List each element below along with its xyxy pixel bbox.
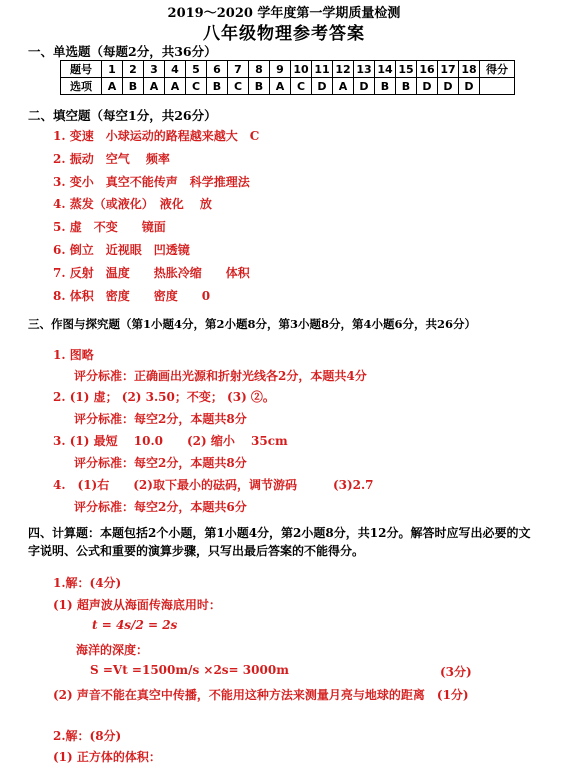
calc-1-depth-equation: S =Vt =1500m/s ×2s= 3000m	[90, 663, 289, 677]
question-number-cell: 4	[165, 61, 186, 78]
answer-cell: B	[123, 78, 144, 95]
answer-cell: D	[459, 78, 480, 95]
answer-cell: C	[291, 78, 312, 95]
answer-cell: D	[354, 78, 375, 95]
section-4-title-line2: 字说明、公式和重要的演算步骤，只写出最后答案的不能得分。	[28, 544, 365, 558]
answer-cell: A	[270, 78, 291, 95]
calc-1-depth-score: (3分)	[440, 665, 472, 679]
answer-cell: B	[207, 78, 228, 95]
question-number-cell: 8	[249, 61, 270, 78]
answer-table	[60, 60, 515, 95]
q3-3-answer: 3. (1) 最短 10.0 (2) 缩小 35cm	[53, 434, 288, 448]
question-number-cell: 7	[228, 61, 249, 78]
score-value-cell	[480, 78, 515, 95]
answer-cell: A	[333, 78, 354, 95]
q3-4-answer: 4. (1)右 (2)取下最小的砝码，调节游码 (3)2.7	[53, 478, 374, 492]
question-number-cell: 3	[144, 61, 165, 78]
question-number-cell: 15	[396, 61, 417, 78]
table-row	[61, 78, 515, 95]
question-number-cell: 11	[312, 61, 333, 78]
calc-1-time-equation: t = 4s/2 = 2s	[92, 618, 178, 632]
q3-2-answer: 2. (1) 虚； (2) 3.50；不变； (3) ②。	[53, 390, 275, 404]
q3-3-scoring: 评分标准：每空2分，本题共8分	[74, 456, 247, 470]
question-number-cell: 10	[291, 61, 312, 78]
answer-cell: A	[165, 78, 186, 95]
q3-1-scoring: 评分标准：正确画出光源和折射光线各2分，本题共4分	[74, 369, 367, 383]
question-number-cell: 1	[102, 61, 123, 78]
score-label-cell: 得分	[480, 61, 515, 78]
q3-1-answer: 1. 图略	[53, 348, 94, 362]
question-number-cell: 13	[354, 61, 375, 78]
calc-2-heading: 2.解：(8分)	[53, 729, 122, 743]
question-number-cell: 2	[123, 61, 144, 78]
q3-4-scoring: 评分标准：每空2分，本题共6分	[74, 500, 247, 514]
question-number-cell: 12	[333, 61, 354, 78]
fill-in-answer-item: 1. 变速 小球运动的路程越来越大 C	[53, 129, 260, 143]
exam-title: 2019～2020 学年度第一学期质量检测	[167, 6, 401, 21]
question-number-cell: 9	[270, 61, 291, 78]
answer-cell: D	[312, 78, 333, 95]
answer-cell: B	[375, 78, 396, 95]
calc-1-part1: (1) 超声波从海面传海底用时：	[53, 598, 221, 612]
question-number-cell: 14	[375, 61, 396, 78]
question-number-cell: 18	[459, 61, 480, 78]
section-2-title: 二、填空题（每空1分，共26分）	[28, 108, 217, 123]
table-row	[61, 61, 515, 78]
fill-in-answer-item: 3. 变小 真空不能传声 科学推理法	[53, 174, 250, 189]
row-label-answer: 选项	[61, 78, 102, 95]
row-label-number: 题号	[61, 61, 102, 78]
answer-cell: D	[438, 78, 459, 95]
q3-2-scoring: 评分标准：每空2分，本题共8分	[74, 412, 247, 426]
question-number-cell: 5	[186, 61, 207, 78]
fill-in-answer-item: 7. 反射 温度 热胀冷缩 体积	[53, 265, 250, 280]
fill-in-answer-item: 5. 虚 不变 镜面	[53, 220, 166, 235]
question-number-cell: 6	[207, 61, 228, 78]
answer-cell: C	[186, 78, 207, 95]
fill-in-answer-item: 2. 振动 空气 频率	[53, 151, 170, 166]
section-1-title: 一、单选题（每题2分，共36分）	[28, 44, 217, 59]
answer-cell: C	[228, 78, 249, 95]
fill-in-answer-item: 8. 体积 密度 密度 0	[53, 288, 211, 303]
answer-cell: D	[417, 78, 438, 95]
fill-in-answer-item: 4. 蒸发（或液化） 液化 放	[53, 197, 212, 212]
answer-cell: A	[102, 78, 123, 95]
answer-cell: A	[144, 78, 165, 95]
fill-in-answer-item: 6. 倒立 近视眼 凹透镜	[53, 243, 190, 257]
section-3-title: 三、作图与探究题（第1小题4分，第2小题8分，第3小题8分，第4小题6分，共26分）	[28, 317, 477, 331]
calc-1-depth-label: 海洋的深度：	[76, 643, 149, 657]
calc-1-part2: (2) 声音不能在真空中传播，不能用这种方法来测量月亮与地球的距离 (1分)	[53, 688, 469, 702]
section-4-title-line1: 四、计算题：本题包括2个小题，第1小题4分，第2小题8分，共12分。解答时应写出必要的文	[28, 526, 531, 540]
question-number-cell: 17	[438, 61, 459, 78]
answer-cell: B	[396, 78, 417, 95]
calc-1-heading: 1.解：(4分)	[53, 576, 122, 590]
answer-key-title: 八年级物理参考答案	[203, 24, 365, 44]
question-number-cell: 16	[417, 61, 438, 78]
calc-2-part1: (1) 正方体的体积：	[53, 750, 161, 764]
answer-cell: B	[249, 78, 270, 95]
